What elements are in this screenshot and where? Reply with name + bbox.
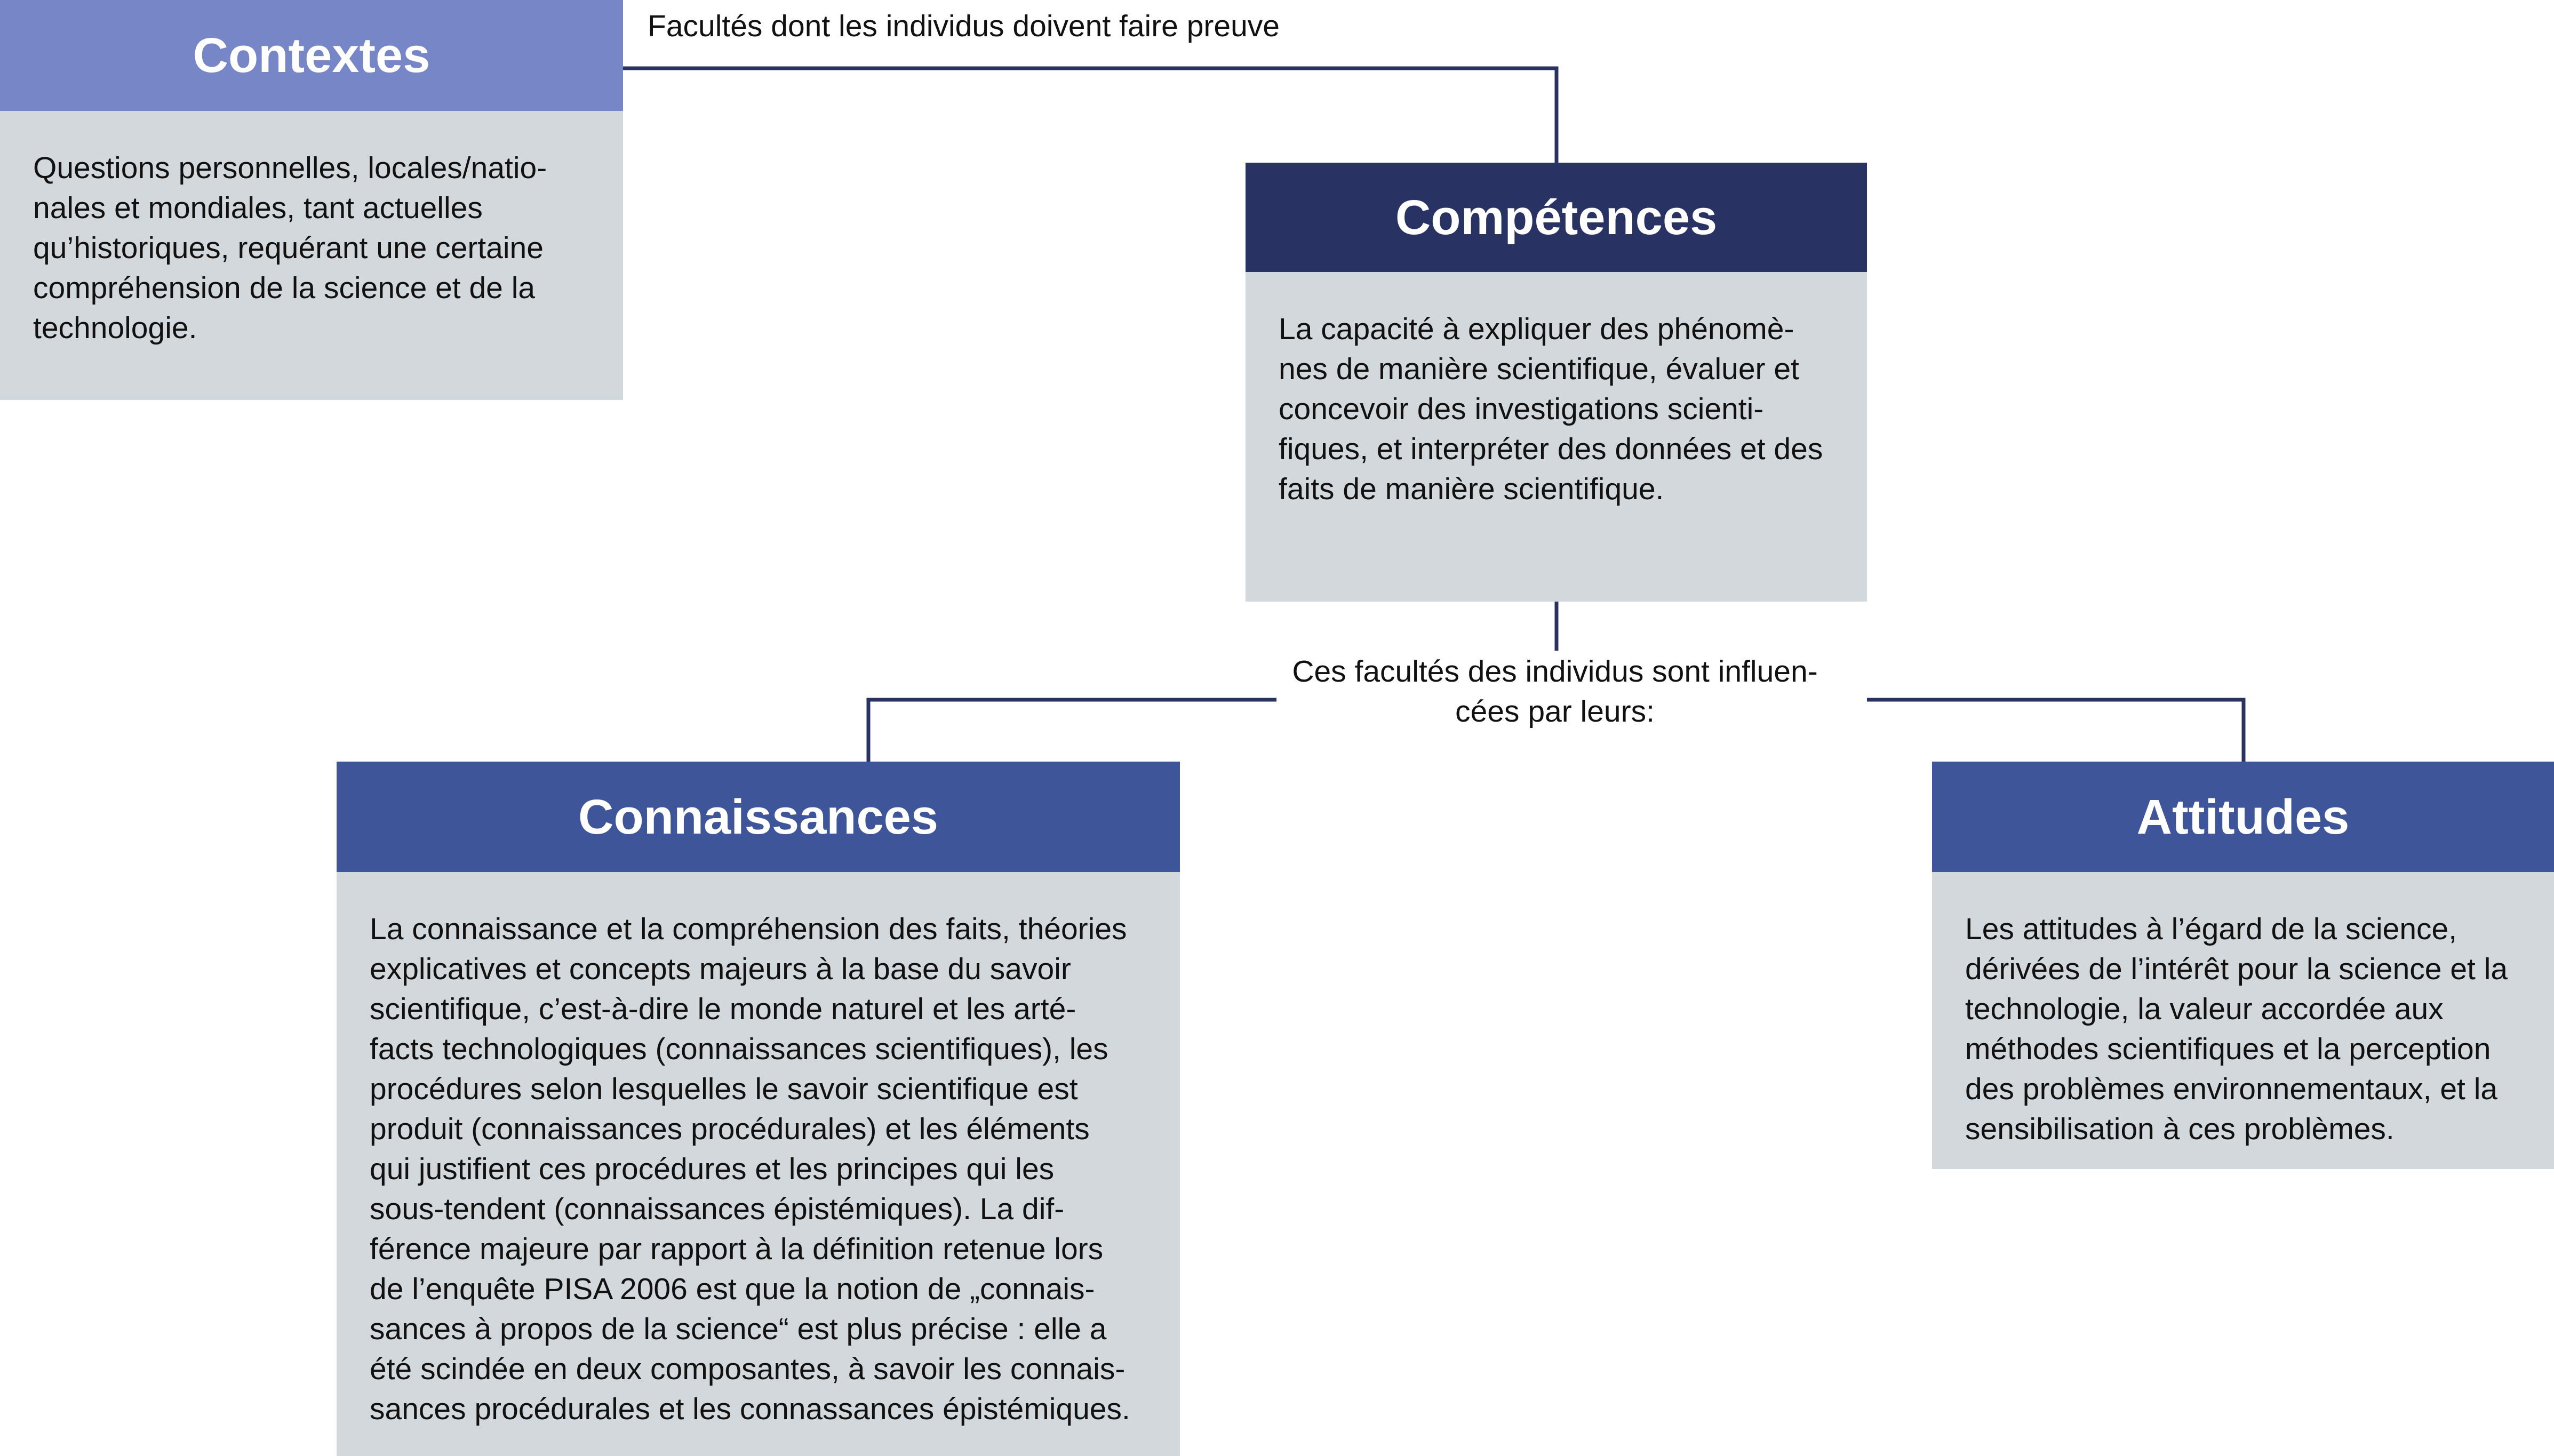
connaissances-description: La connaissance et la compréhension des faits, théories explicatives et concepts majeurs à la base du savoir scientifique, c’est-à-dire le monde naturel et les arté- facts technologiques (connaissances scientifiques), les procédures selon lesquelles le savoir scientifique est produit (connaissances procédurales) et les éléments qui justifient ces procédures et les principes qui les sous-tendent (connaissances épistémiques). La dif- férence majeure par rapport à la définition retenue lors de l’enquête PISA 2006 est que la notion de „connais- sances à propos de la science“ est plus précise : elle a été scindée en deux composantes, à savoir les connais- sances procédurales et les connassances épistémiques. — [337, 872, 1180, 1456]
competences-box — [1246, 163, 1867, 602]
connector-to-attitudes — [1867, 700, 2244, 762]
edge-label-influencees: Ces facultés des individus sont influen- cées par leurs: — [1292, 654, 1818, 729]
contextes-box — [0, 0, 623, 400]
attitudes-description: Les attitudes à l’égard de la science, dérivées de l’intérêt pour la science et la technologie, la valeur accordée aux méthodes scientifiques et la perception des problèmes environnementaux, et la sensibilisation à ces problèmes. — [1932, 872, 2554, 1169]
attitudes-title: Attitudes — [1932, 762, 2554, 872]
edge-label-facultes: Facultés dont les individus doivent faire preuve — [648, 9, 1280, 43]
connector-to-connaissances — [868, 700, 1276, 762]
connaissances-box — [337, 762, 1180, 1456]
competences-title: Compétences — [1246, 163, 1867, 272]
connaissances-title: Connaissances — [337, 762, 1180, 872]
competences-description: La capacité à expliquer des phénomè- nes de manière scientifique, évaluer et concevoir des investigations scienti- fiques, et interpréter des données et des faits de manière scientifique. — [1246, 272, 1867, 602]
contextes-title: Contextes — [0, 0, 623, 111]
attitudes-box — [1932, 762, 2554, 1169]
connector-contextes-competences — [623, 68, 1557, 163]
contextes-description: Questions personnelles, locales/natio- nales et mondiales, tant actuelles qu’historiques, requérant une certaine compréhension de la science et de la technologie. — [0, 111, 623, 400]
